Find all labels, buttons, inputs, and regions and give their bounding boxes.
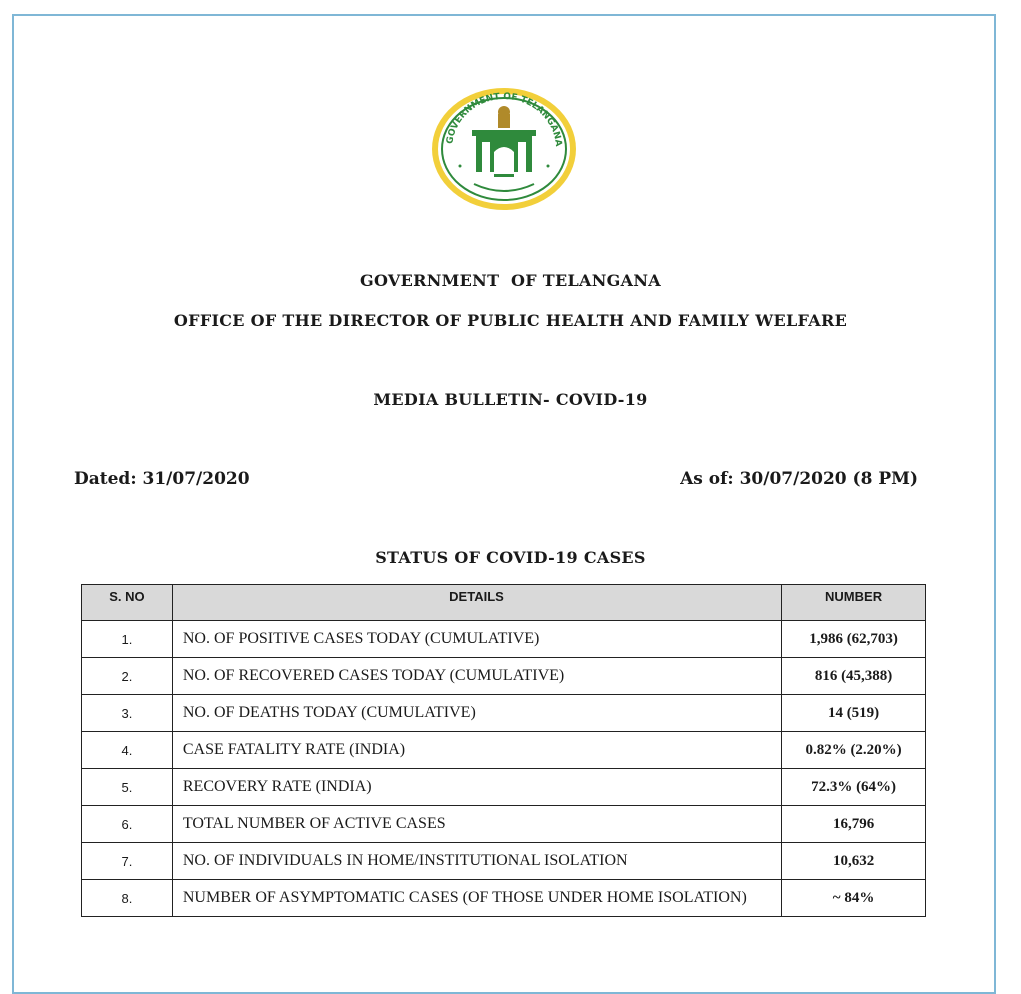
row-details: RECOVERY RATE (INDIA) [172, 769, 781, 806]
dated-label: Dated: 31/07/2020 [74, 469, 250, 489]
office-heading: OFFICE OF THE DIRECTOR OF PUBLIC HEALTH AND FAMILY WELFARE [173, 311, 848, 330]
row-sno: 2. [82, 658, 173, 695]
row-sno: 7. [82, 843, 173, 880]
row-details: CASE FATALITY RATE (INDIA) [172, 732, 781, 769]
header-number: NUMBER [782, 585, 926, 621]
row-details: TOTAL NUMBER OF ACTIVE CASES [172, 806, 781, 843]
row-sno: 3. [82, 695, 173, 732]
table-title: STATUS OF COVID-19 CASES [375, 548, 646, 567]
row-details: NO. OF RECOVERED CASES TODAY (CUMULATIVE) [172, 658, 781, 695]
svg-text:GOVERNMENT OF TELANGANA: GOVERNMENT OF TELANGANA [445, 91, 564, 148]
table-row [82, 769, 926, 806]
row-number: ~ 84% [782, 880, 926, 917]
table-row [82, 843, 926, 880]
table-row [82, 621, 926, 658]
row-number: 72.3% (64%) [782, 769, 926, 806]
header-details: DETAILS [172, 585, 781, 621]
bulletin-title: MEDIA BULLETIN- COVID-19 [373, 390, 648, 409]
table-row [82, 695, 926, 732]
row-details: NO. OF INDIVIDUALS IN HOME/INSTITUTIONAL ISOLATION [172, 843, 781, 880]
row-number: 14 (519) [782, 695, 926, 732]
table-row [82, 806, 926, 843]
table-row [82, 732, 926, 769]
header-sno: S. NO [82, 585, 173, 621]
row-number: 816 (45,388) [782, 658, 926, 695]
row-sno: 5. [82, 769, 173, 806]
row-sno: 6. [82, 806, 173, 843]
government-heading: GOVERNMENT OF TELANGANA [359, 271, 661, 290]
row-sno: 8. [82, 880, 173, 917]
table-row [82, 658, 926, 695]
table-row [82, 880, 926, 917]
covid-status-table [81, 584, 926, 917]
row-details: NO. OF POSITIVE CASES TODAY (CUMULATIVE) [172, 621, 781, 658]
row-number: 0.82% (2.20%) [782, 732, 926, 769]
row-number: 1,986 (62,703) [782, 621, 926, 658]
row-details: NO. OF DEATHS TODAY (CUMULATIVE) [172, 695, 781, 732]
row-details: NUMBER OF ASYMPTOMATIC CASES (OF THOSE UNDER HOME ISOLATION) [172, 880, 781, 917]
as-of-label: As of: 30/07/2020 (8 PM) [680, 469, 918, 489]
row-number: 16,796 [782, 806, 926, 843]
telangana-emblem-logo [430, 86, 578, 212]
row-sno: 1. [82, 621, 173, 658]
row-number: 10,632 [782, 843, 926, 880]
row-sno: 4. [82, 732, 173, 769]
table-header-row [82, 585, 926, 621]
